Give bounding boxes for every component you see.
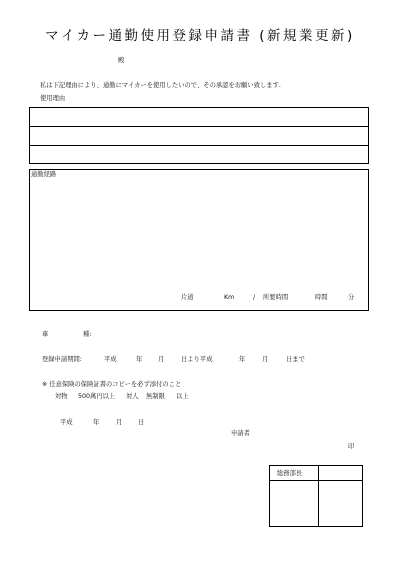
date-year: 年: [93, 419, 100, 426]
period-year-1: 年: [136, 356, 143, 363]
date-era: 平成: [60, 419, 73, 426]
reason-row-divider: [30, 145, 368, 146]
hours-unit: 時間: [315, 294, 328, 301]
period-era: 平成: [104, 356, 117, 363]
approval-column-divider: [318, 466, 319, 526]
period-year-2: 年: [239, 356, 246, 363]
route-box: [29, 169, 369, 311]
property-label: 対物: [55, 393, 68, 400]
person-label: 対人: [126, 393, 139, 400]
route-label: 通勤経路: [31, 171, 57, 178]
above-label: 以上: [176, 393, 189, 400]
approval-header: 総務部長: [277, 470, 303, 477]
period-from: 日より平成: [181, 356, 213, 363]
period-month-2: 月: [262, 356, 269, 363]
person-value: 無制限: [146, 393, 165, 400]
approval-header-divider: [270, 480, 362, 481]
approval-box: [269, 465, 363, 527]
period-label: 登録申請期間:: [42, 356, 82, 363]
minutes-unit: 分: [348, 294, 355, 301]
duration-label: 所要時間: [263, 294, 289, 301]
page-title: マイカー通勤使用登録申請書 (新規業更新): [45, 28, 355, 44]
vehicle-label: 車: [42, 331, 49, 338]
reason-label: 使用理由: [40, 95, 66, 102]
intro-text: 私は下記理由により、通勤にマイカーを使用したいので、その承認をお願い致します.: [40, 82, 281, 89]
km-unit: Km: [224, 294, 235, 301]
reason-box: [29, 107, 369, 164]
one-way-label: 片道: [181, 294, 194, 301]
vehicle-label-2: 種:: [83, 331, 92, 338]
addressee-suffix: 殿: [118, 57, 125, 64]
date-day: 日: [138, 419, 145, 426]
date-month: 月: [116, 419, 123, 426]
slash-separator: /: [253, 294, 256, 301]
applicant-label: 申請者: [231, 430, 250, 437]
insurance-note: ※ 任意保険の保険証書のコピーを必ず添付のこと: [42, 381, 182, 388]
seal-mark: 印: [348, 443, 355, 450]
reason-row-divider: [30, 126, 368, 127]
period-until: 日まで: [286, 356, 305, 363]
property-value: 500萬円以上: [78, 393, 116, 400]
period-month-1: 月: [158, 356, 165, 363]
